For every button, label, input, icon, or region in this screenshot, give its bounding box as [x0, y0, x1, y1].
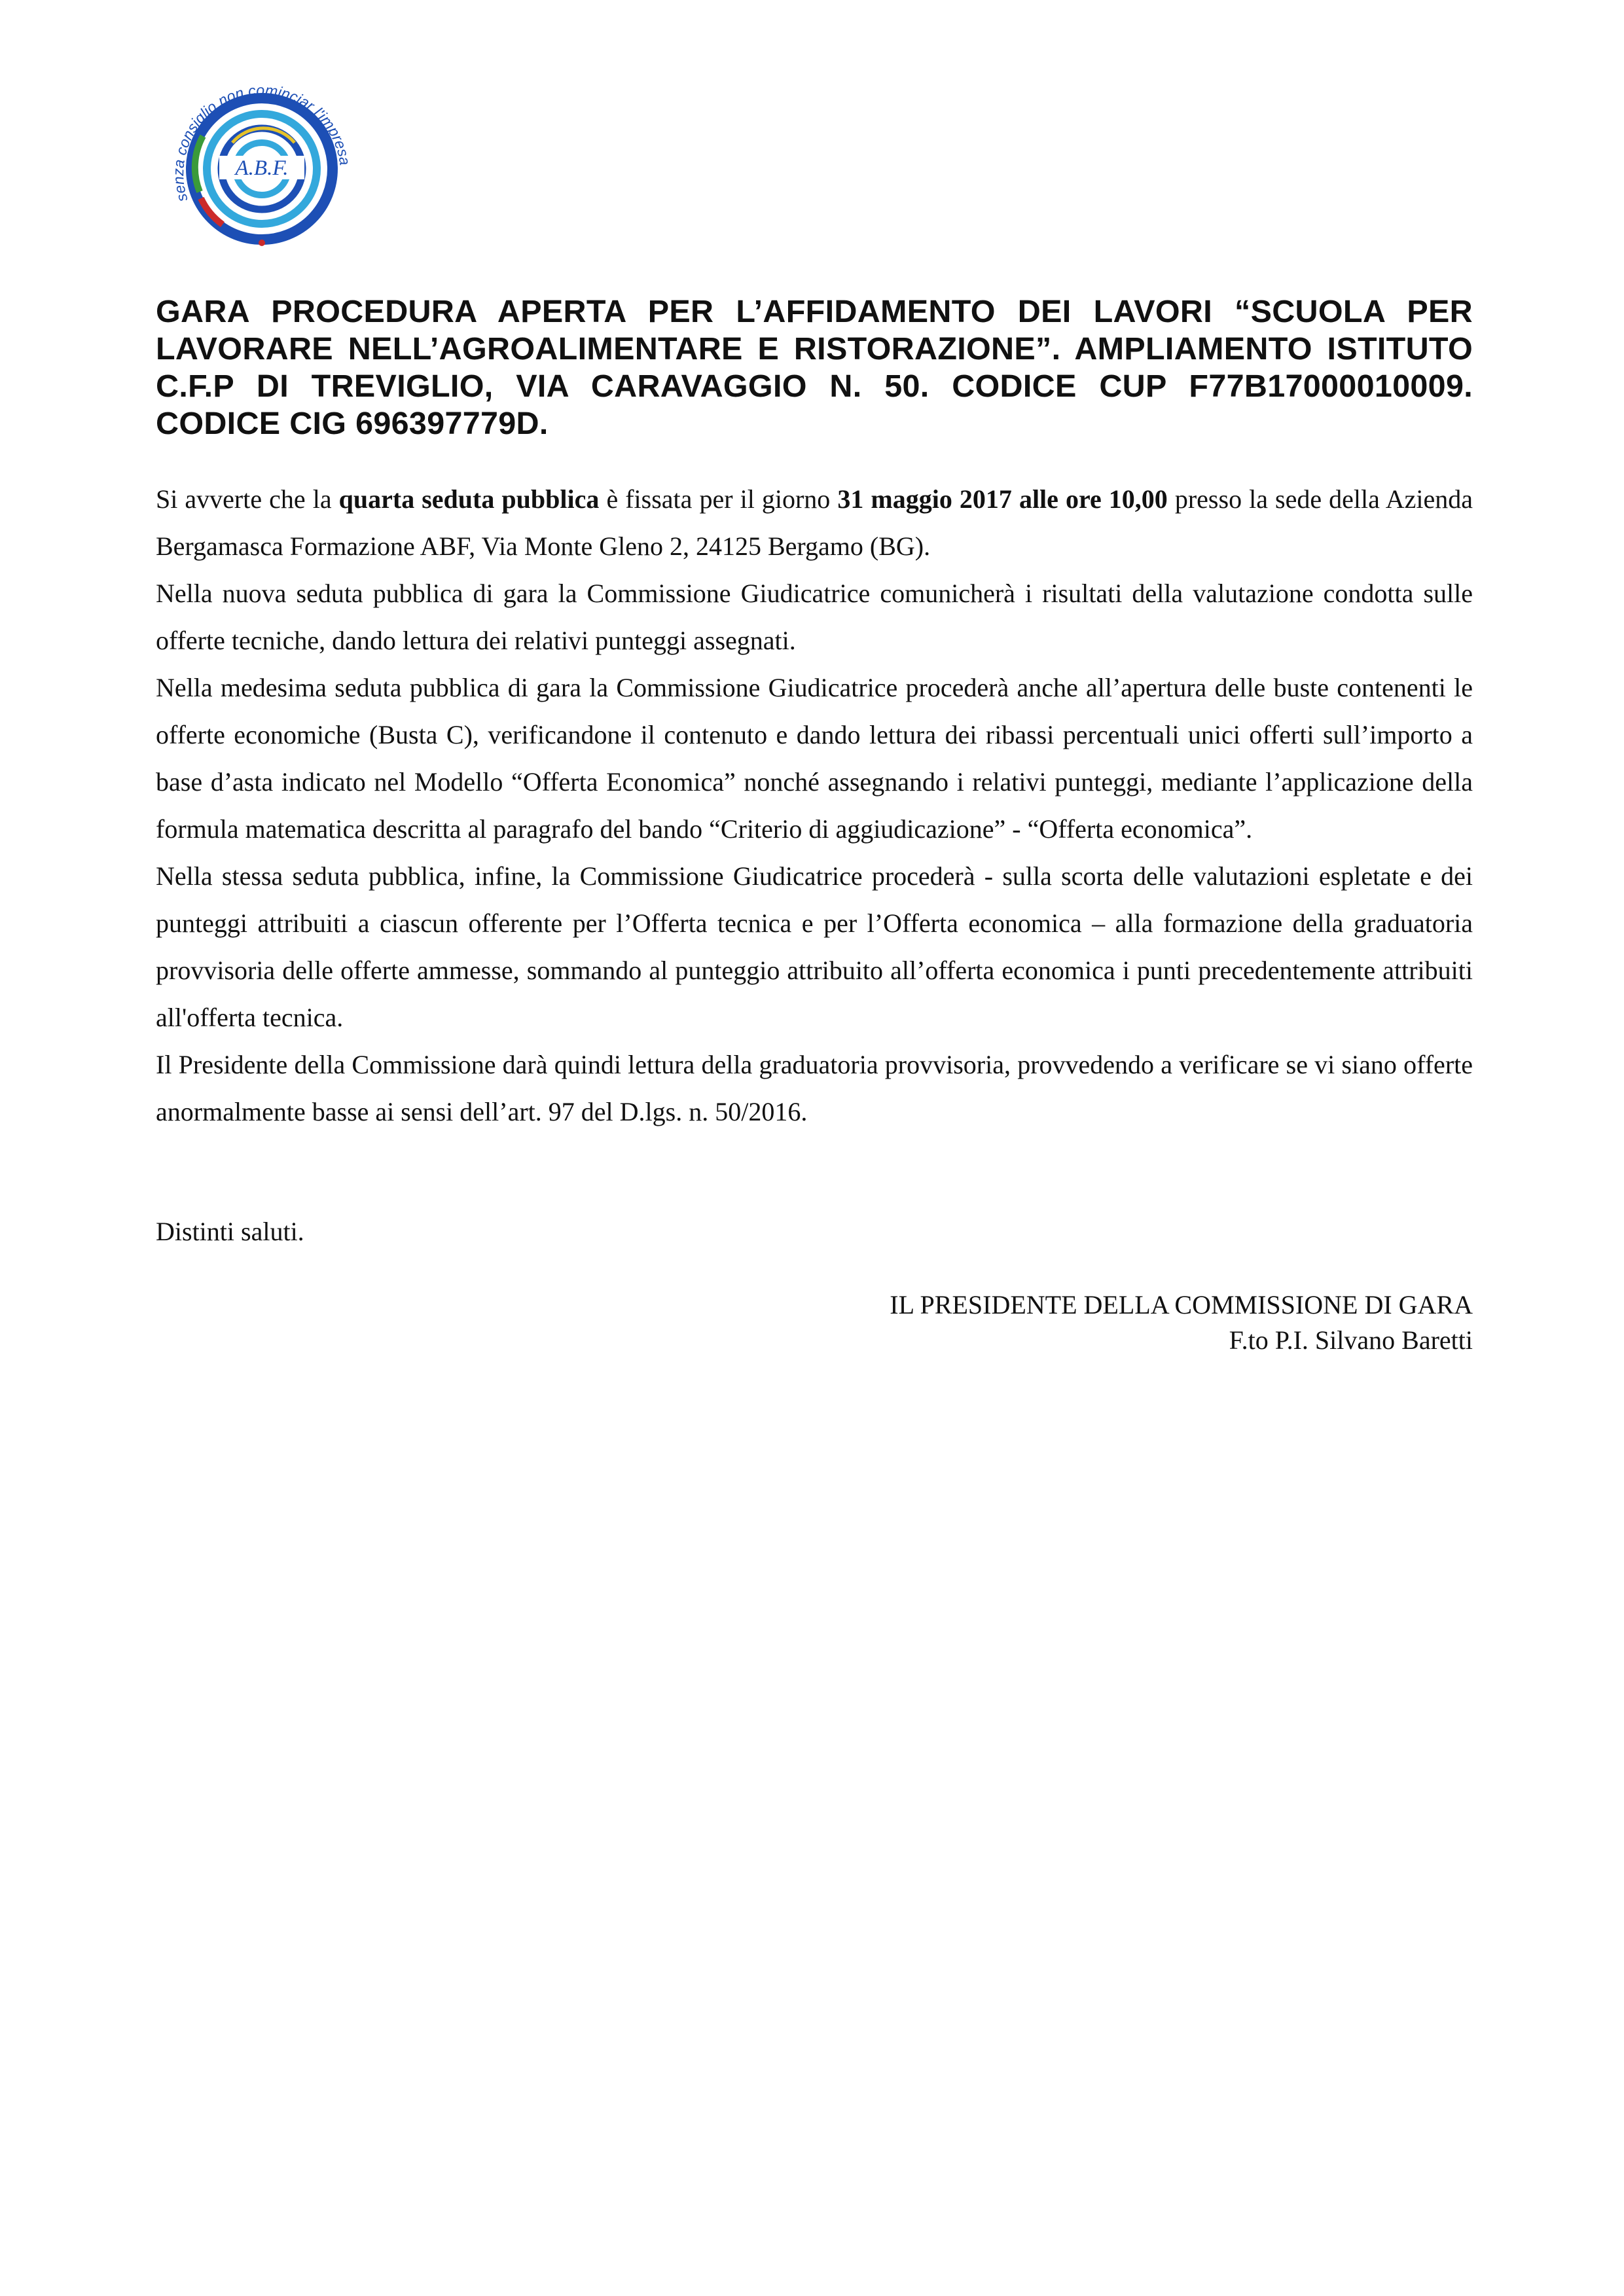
paragraph-economic-offers: Nella medesima seduta pubblica di gara la Commissione Giudicatrice procederà anche all’apertura delle buste contenenti le offerte economiche (Busta C), verificandone il contenuto e dando lettura dei ribassi percentuali unici offerti sull’importo a base d’asta indicato nel Modello “Offerta Economica” nonché assegnando i relativi punteggi, mediante l’applicazione della formula matematica descritta al paragrafo del bando “Criterio di aggiudicazione” - “Offerta economica”.	[156, 673, 1473, 844]
paragraph-text: presso la sede della Azienda Bergamasca Formazione ABF, Via Monte Gleno 2, 24125 Bergamo (BG).	[156, 484, 1473, 561]
logo-motto: senza consiglio non cominciar l'impresa	[170, 81, 354, 204]
paragraph-announcement	[156, 476, 1473, 570]
signature-role: IL PRESIDENTE DELLA COMMISSIONE DI GARA	[890, 1290, 1473, 1319]
paragraph-anomalous-offers: Il Presidente della Commissione darà quindi lettura della graduatoria provvisoria, provvedendo a verificare se vi siano offerte anormalmente basse ai sensi dell’art. 97 del D.lgs. n. 50/2016.	[156, 1050, 1473, 1126]
paragraph-ranking: Nella stessa seduta pubblica, infine, la Commissione Giudicatrice procederà - sulla scorta delle valutazioni espletate e dei punteggi attribuiti a ciascun offerente per l’Offerta tecnica e per l’Offerta economica – alla formazione della graduatoria provvisoria delle offerte ammesse, sommando al punteggio attribuito all’offerta economica i punti precedentemente attribuiti all'offerta tecnica.	[156, 861, 1473, 1032]
document-title: GARA PROCEDURA APERTA PER L’AFFIDAMENTO DEI LAVORI “SCUOLA PER LAVORARE NELL’AGROALIMENTARE E RISTORAZIONE”. AMPLIAMENTO ISTITUTO C.F.P DI TREVIGLIO, VIA CARAVAGGIO N. 50. CODICE CUP F77B17000010009. CODICE CIG 696397779D.	[156, 294, 1473, 441]
session-label: quarta seduta pubblica	[338, 484, 600, 514]
signature-name: F.to P.I. Silvano Baretti	[1229, 1325, 1473, 1355]
signature-block	[890, 1287, 1473, 1358]
abf-emblem-icon	[154, 58, 360, 247]
paragraph-technical-offers: Nella nuova seduta pubblica di gara la Commissione Giudicatrice comunicherà i risultati della valutazione condotta sulle offerte tecniche, dando lettura dei relativi punteggi assegnati.	[156, 579, 1473, 655]
abf-logo	[154, 58, 360, 247]
paragraph-text: Si avverte che la	[156, 484, 339, 514]
document-body	[156, 476, 1473, 1136]
session-date: 31 maggio 2017 alle ore 10,00	[837, 484, 1168, 514]
paragraph-text: è fissata per il giorno	[599, 484, 838, 514]
closing-salutation: Distinti saluti.	[156, 1217, 304, 1246]
logo-initials: A.B.F.	[235, 156, 289, 180]
